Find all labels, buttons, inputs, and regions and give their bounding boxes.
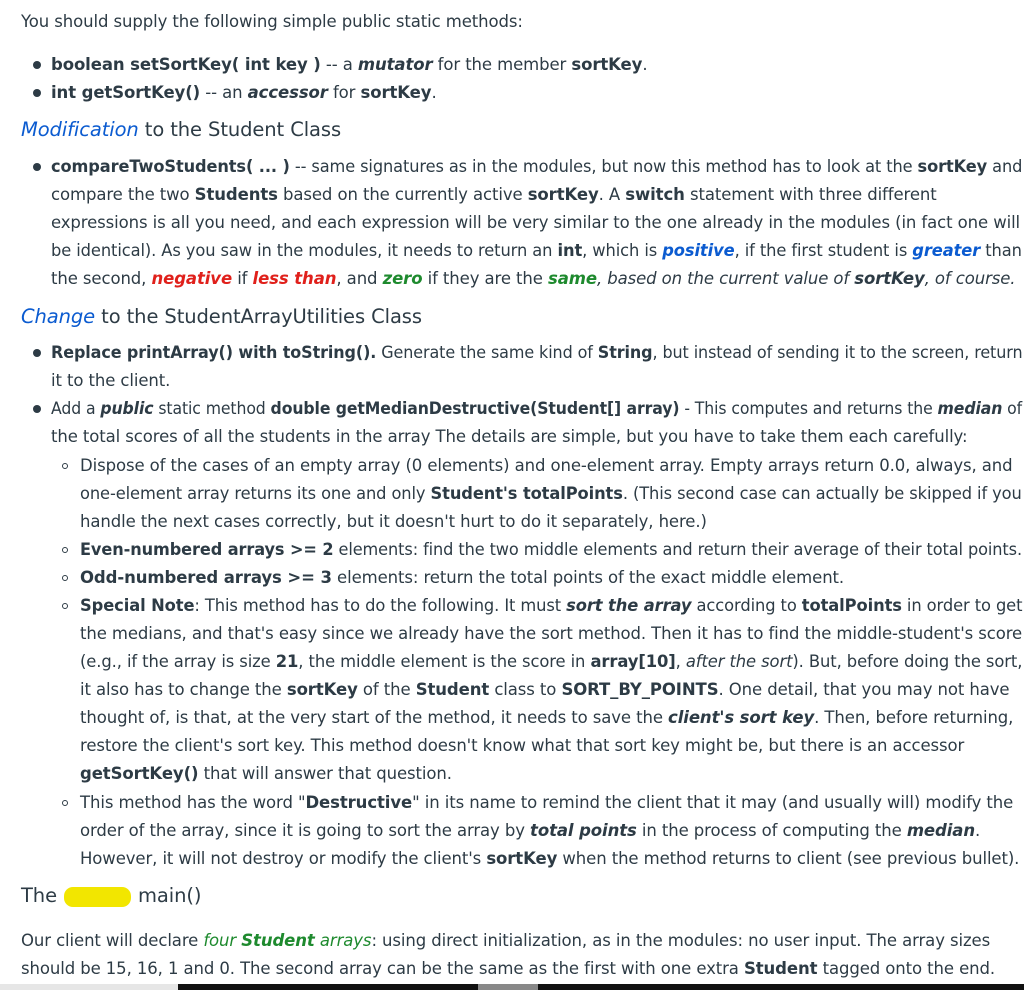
sub4-line-3: (e.g., if the array is size 21, the middle element is the score in array[10], after the sort). But, before doing the sort, bbox=[80, 652, 1023, 671]
sub4-line-5: thought of, is that, at the very start of the method, it needs to save the client's sort key. Then, before returning, bbox=[80, 708, 1014, 727]
intro-text: You should supply the following simple public static methods: bbox=[21, 12, 523, 31]
sub4-line-7: getSortKey() that will answer that question. bbox=[80, 764, 452, 783]
bullet bbox=[33, 405, 41, 413]
modification-heading: Modification to the Student Class bbox=[21, 118, 342, 141]
sub5-line-1: This method has the word "Destructive" in its name to remind the client that it may (and usually will) modify the bbox=[80, 793, 1014, 812]
sub5-line-3: However, it will not destroy or modify the client's sortKey when the method returns to client (see previous bullet). bbox=[80, 849, 1020, 868]
compare-line-4: be identical). As you saw in the modules, it needs to return an int, which is positive, if the first student is greater than bbox=[51, 241, 1022, 260]
sub-bullet bbox=[62, 547, 68, 553]
client-line-2: should be 15, 16, 1 and 0. The second array can be the same as the first with one extra Student tagged onto the end. bbox=[21, 959, 995, 978]
sub1-line-2: one-element array returns its one and only Student's totalPoints. (This second case can actually be skipped if you bbox=[80, 484, 1022, 503]
add-line-2: the total scores of all the students in the array The details are simple, but you have to take them each carefully: bbox=[51, 427, 968, 446]
sub1-line-3: handle the next cases correctly, but it doesn't hurt to do it separately, here.) bbox=[80, 512, 707, 531]
sub3-line: Odd-numbered arrays >= 3 elements: return the total points of the exact middle element. bbox=[80, 568, 845, 587]
sub-bullet bbox=[62, 575, 68, 581]
bullet bbox=[33, 61, 41, 69]
sub4-line-1: Special Note: This method has to do the following. It must sort the array according to totalPoints in order to get bbox=[80, 596, 1023, 615]
bullet bbox=[33, 349, 41, 357]
compare-line-5: the second, negative if less than, and zero if they are the same, based on the current value of sortKey, of course. bbox=[51, 269, 1016, 288]
horizontal-scrollbar[interactable] bbox=[0, 984, 1024, 990]
scrollbar-track-right bbox=[538, 984, 1024, 990]
scrollbar-thumb[interactable] bbox=[478, 984, 538, 990]
sub4-line-6: restore the client's sort key. This method doesn't know what that sort key might be, but there is an accessor bbox=[80, 736, 965, 755]
scrollbar-track-left bbox=[178, 984, 478, 990]
sub4-line-2: the medians, and that's easy since we already have the sort method. Then it has to find the middle-student's score bbox=[80, 624, 1023, 643]
bullet bbox=[33, 163, 41, 171]
sub-bullet bbox=[62, 800, 68, 806]
method-item-setsortkey: boolean setSortKey( int key ) -- a mutator for the member sortKey. bbox=[51, 55, 648, 74]
client-line-1: Our client will declare four Student arrays: using direct initialization, as in the modules: no user input. The array sizes bbox=[21, 931, 991, 950]
redaction-mark bbox=[64, 887, 131, 907]
bullet bbox=[33, 89, 41, 97]
replace-line-1: Replace printArray() with toString(). Generate the same kind of String, but instead of sending it to the screen, return bbox=[51, 343, 1023, 362]
compare-line-2: compare the two Students based on the currently active sortKey. A switch statement with three different bbox=[51, 185, 937, 204]
sub4-line-4: it also has to change the sortKey of the Student class to SORT_BY_POINTS. One detail, that you may not have bbox=[80, 680, 1010, 699]
replace-line-2: it to the client. bbox=[51, 371, 171, 390]
main-heading: The bbox=[21, 884, 57, 907]
change-heading: Change to the StudentArrayUtilities Class bbox=[21, 305, 422, 328]
method-item-getsortkey: int getSortKey() -- an accessor for sortKey. bbox=[51, 83, 437, 102]
compare-line-1: compareTwoStudents( ... ) -- same signatures as in the modules, but now this method has to look at the sortKey and bbox=[51, 157, 1023, 176]
main-heading-method: main() bbox=[138, 884, 202, 907]
sub-bullet bbox=[62, 463, 68, 469]
sub5-line-2: order of the array, since it is going to sort the array by total points in the process of computing the median. bbox=[80, 821, 981, 840]
sub1-line-1: Dispose of the cases of an empty array (0 elements) and one-element array. Empty arrays return 0.0, always, and bbox=[80, 456, 1013, 475]
sub-bullet bbox=[62, 603, 68, 609]
add-line-1: Add a public static method double getMedianDestructive(Student[] array) - This computes and returns the median of bbox=[51, 399, 1023, 418]
sub2-line: Even-numbered arrays >= 2 elements: find the two middle elements and return their average of their total points. bbox=[80, 540, 1022, 559]
compare-line-3: expressions is all you need, and each expression will be very similar to the one already in the modules (in fact one will bbox=[51, 213, 1021, 232]
